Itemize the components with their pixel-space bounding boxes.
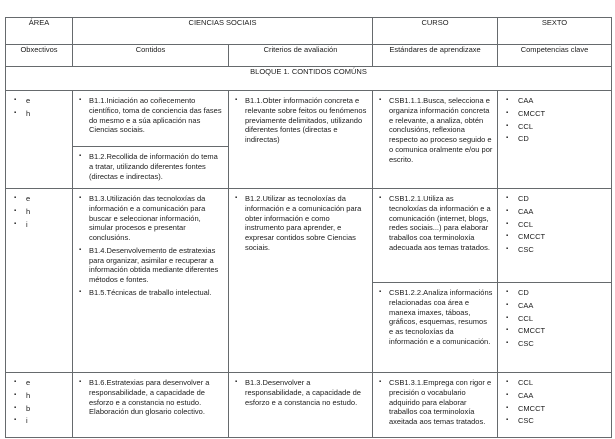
list-item [379, 288, 493, 347]
competencia-code: CD [518, 134, 529, 144]
contido-text: B1.5.Técnicas de traballo intelectual. [89, 287, 212, 297]
bullet-icon: ▪ [79, 246, 82, 253]
bullet-icon: ▪ [506, 97, 509, 103]
competencia-code: CMCCT [518, 326, 546, 336]
col-header-criterios [229, 45, 373, 67]
obxectivo-letter: i [26, 219, 28, 229]
competencia-code: CCL [518, 121, 534, 131]
bullet-icon: ▪ [14, 391, 17, 398]
bullet-icon: ▪ [14, 97, 17, 103]
col-header-competencias [498, 45, 612, 67]
list-item [379, 194, 493, 253]
list-item [79, 96, 224, 135]
bullet-icon: ▪ [506, 340, 509, 346]
bullet-icon: ▪ [14, 220, 17, 227]
criterio-text: B1.1.Obter información concreta e relevante sobre feitos ou fenómenos previamente delimitados, utilizando diferentes fontes (directas e indirectas) [245, 96, 367, 144]
bullet-icon: ▪ [506, 233, 509, 240]
list-item [14, 378, 68, 388]
bloque-title: BLOQUE 1. CONTIDOS COMÚNS [250, 67, 367, 76]
header-row-area [6, 18, 612, 45]
list-item [14, 391, 68, 401]
competencia-code: CD [518, 288, 529, 297]
contido-text: B1.2.Recollida de información do tema a tratar, utilizando diferentes fontes (directas e indirectas). [89, 152, 218, 181]
criterio-text: B1.2.Utilizar as tecnoloxías da información e a comunicación para obter información e como instrumento para aprender, e expresar contidos sobre Ciencias sociais. [245, 194, 362, 252]
list-item [79, 246, 224, 285]
cell-criterios-r3 [229, 373, 373, 438]
subject-cell [73, 18, 373, 45]
list-item [506, 194, 607, 204]
list-item [506, 326, 607, 336]
competencia-code: CAA [518, 390, 534, 400]
bullet-icon: ▪ [506, 379, 509, 385]
obxectivo-letter: e [26, 194, 31, 203]
table-row [6, 373, 612, 438]
bullet-icon: ▪ [79, 379, 82, 385]
cell-contidos-r1b [73, 147, 229, 189]
bullet-icon: ▪ [79, 195, 82, 201]
obxectivo-letter: i [26, 416, 28, 426]
bullet-icon: ▪ [506, 327, 509, 334]
list-item [79, 378, 224, 417]
bullet-icon: ▪ [506, 301, 509, 308]
cell-estandares-r3 [373, 373, 498, 438]
curso-label: CURSO [421, 18, 449, 27]
list-item [14, 96, 68, 106]
table-row [6, 91, 612, 147]
competencia-code: CMCCT [518, 232, 546, 242]
cell-obxectivos-r3 [6, 373, 73, 438]
cell-criterios-r2 [229, 189, 373, 373]
competencia-code: CMCCT [518, 108, 546, 118]
bloque-row [6, 67, 612, 91]
curso-value: SEXTO [541, 18, 568, 27]
bullet-icon: ▪ [506, 404, 509, 411]
competencia-code: CCL [518, 313, 534, 323]
bullet-icon: ▪ [14, 195, 17, 201]
bullet-icon: ▪ [14, 207, 17, 214]
cell-obxectivos-r1 [6, 91, 73, 189]
obxectivo-letter: h [26, 108, 31, 118]
list-item [506, 220, 607, 230]
bullet-icon: ▪ [506, 109, 509, 116]
bullet-icon: ▪ [14, 404, 17, 411]
contido-text: B1.6.Estratexias para desenvolver a responsabilidade, a capacidade de esforzo e a constancia no estudo. Elaboración dun glosario colectivo. [89, 378, 210, 417]
list-item [506, 404, 607, 414]
obxectivo-letter: e [26, 378, 31, 387]
cell-estandares-r1 [373, 91, 498, 189]
competencia-code: CCL [518, 219, 534, 229]
obxectivo-letter: e [26, 96, 31, 105]
list-item [506, 378, 607, 388]
competencia-code: CCL [518, 378, 534, 387]
list-item [235, 378, 368, 407]
bullet-icon: ▪ [506, 246, 509, 252]
cell-obxectivos-r2 [6, 189, 73, 373]
cell-competencias-r3 [498, 373, 612, 438]
col-header-label: Contidos [135, 45, 166, 54]
bullet-icon: ▪ [235, 379, 238, 385]
cell-estandares-r2a [373, 189, 498, 283]
subject-title: CIENCIAS SOCIAIS [188, 18, 257, 27]
bullet-icon: ▪ [379, 379, 382, 385]
bullet-icon: ▪ [506, 417, 509, 424]
bullet-icon: ▪ [14, 109, 17, 116]
cell-estandares-r2b [373, 283, 498, 373]
area-label: ÁREA [28, 18, 50, 27]
list-item [506, 232, 607, 242]
cell-competencias-r2b [498, 283, 612, 373]
obxectivo-letter: h [26, 206, 31, 216]
col-header-label: Obxectivos [20, 45, 58, 54]
bullet-icon: ▪ [379, 289, 382, 295]
cell-competencias-r2a [498, 189, 612, 283]
list-item [506, 122, 607, 132]
col-header-label: Competencias clave [520, 45, 589, 54]
list-item [506, 314, 607, 324]
competencia-code: CSC [518, 339, 534, 348]
bullet-icon: ▪ [506, 135, 509, 142]
list-item [14, 109, 68, 119]
list-item [14, 404, 68, 414]
curso-value-cell [498, 18, 612, 45]
bullet-icon: ▪ [379, 195, 382, 201]
obxectivo-letter: b [26, 403, 31, 413]
list-item [506, 109, 607, 119]
list-item [14, 220, 68, 230]
list-item [235, 96, 368, 145]
estandar-text: CSB1.2.2.Analiza informacións relacionadas coa área e manexa imaxes, táboas, gráficos, esquemas, resumos e as tecnoloxías da información e a comunicación. [389, 288, 493, 346]
col-header-label: Estándares de aprendizaxe [389, 45, 481, 54]
estandar-text: CSB1.1.1.Busca, selecciona e organiza información concreta e relevante, a analiza, obtén conclusións, reflexiona respecto ao proceso seguido e o comunica oralmente e/ou por escrito. [389, 96, 493, 164]
bullet-icon: ▪ [506, 289, 509, 295]
bullet-icon: ▪ [14, 379, 17, 385]
competencia-code: CAA [518, 206, 534, 216]
contido-text: B1.3.Utilización das tecnoloxías da información e a comunicación para buscar e seleccionar información, simular procesos e presentar conclusións. [89, 194, 206, 242]
col-header-contidos [73, 45, 229, 67]
col-header-label: Criterios de avaliación [263, 45, 338, 54]
col-header-obxectivos [6, 45, 73, 67]
list-item [14, 194, 68, 204]
list-item [506, 134, 607, 144]
bullet-icon: ▪ [506, 207, 509, 214]
bullet-icon: ▪ [14, 417, 17, 424]
bullet-icon: ▪ [379, 97, 382, 103]
competencia-code: CMCCT [518, 403, 546, 413]
curso-label-cell [373, 18, 498, 45]
bullet-icon: ▪ [506, 391, 509, 398]
col-header-estandares [373, 45, 498, 67]
bullet-icon: ▪ [506, 122, 509, 129]
table-row [6, 189, 612, 283]
obxectivo-letter: h [26, 390, 31, 400]
list-item [79, 194, 224, 243]
list-item [506, 245, 607, 255]
criterio-text: B1.3.Desenvolver a responsabilidade, a capacidade de esforzo e a constancia no estudo. [245, 378, 361, 407]
competencia-code: CAA [518, 300, 534, 310]
list-item [14, 207, 68, 217]
bloque-title-cell [6, 67, 612, 91]
estandar-text: CSB1.2.1.Utiliza as tecnoloxías da información e a comunicación (internet, blogs, redes sociais...) para elaborar traballos coa terminoloxía adecuada aos temas tratados. [389, 194, 491, 252]
list-item [379, 378, 493, 427]
list-item [379, 96, 493, 164]
bullet-icon: ▪ [506, 195, 509, 201]
list-item [506, 391, 607, 401]
list-item [506, 288, 607, 298]
cell-competencias-r1 [498, 91, 612, 189]
estandar-text: CSB1.3.1.Emprega con rigor e precisión o vocabulario adquirido para elaborar traballos coa terminoloxía axeitada aos temas tratados. [389, 378, 492, 426]
competencia-code: CAA [518, 96, 534, 105]
list-item [506, 301, 607, 311]
area-label-cell [6, 18, 73, 45]
bullet-icon: ▪ [235, 195, 238, 201]
bullet-icon: ▪ [79, 97, 82, 103]
header-row-columns [6, 45, 612, 67]
list-item [506, 339, 607, 349]
bullet-icon: ▪ [79, 153, 82, 159]
cell-contidos-r2 [73, 189, 229, 373]
curriculum-table [5, 17, 612, 438]
cell-criterios-r1 [229, 91, 373, 189]
bullet-icon: ▪ [506, 220, 509, 227]
contido-text: B1.1.Iniciación ao coñecemento científico, toma de conciencia das fases do mesmo e a súa aplicación nas Ciencias sociais. [89, 96, 222, 135]
list-item [506, 96, 607, 106]
cell-contidos-r3 [73, 373, 229, 438]
list-item [14, 416, 68, 426]
cell-contidos-r1a [73, 91, 229, 147]
list-item [79, 152, 224, 181]
contido-text: B1.4.Desenvolvemento de estratexias para organizar, asimilar e recuperar a información obtida mediante diferentes métodos e fontes. [89, 245, 219, 284]
list-item [506, 416, 607, 426]
list-item [235, 194, 368, 253]
list-item [79, 288, 224, 298]
competencia-code: CD [518, 194, 529, 203]
bullet-icon: ▪ [235, 97, 238, 103]
bullet-icon: ▪ [79, 288, 82, 295]
list-item [506, 207, 607, 217]
competencia-code: CSC [518, 416, 534, 426]
bullet-icon: ▪ [506, 314, 509, 321]
competencia-code: CSC [518, 245, 534, 254]
